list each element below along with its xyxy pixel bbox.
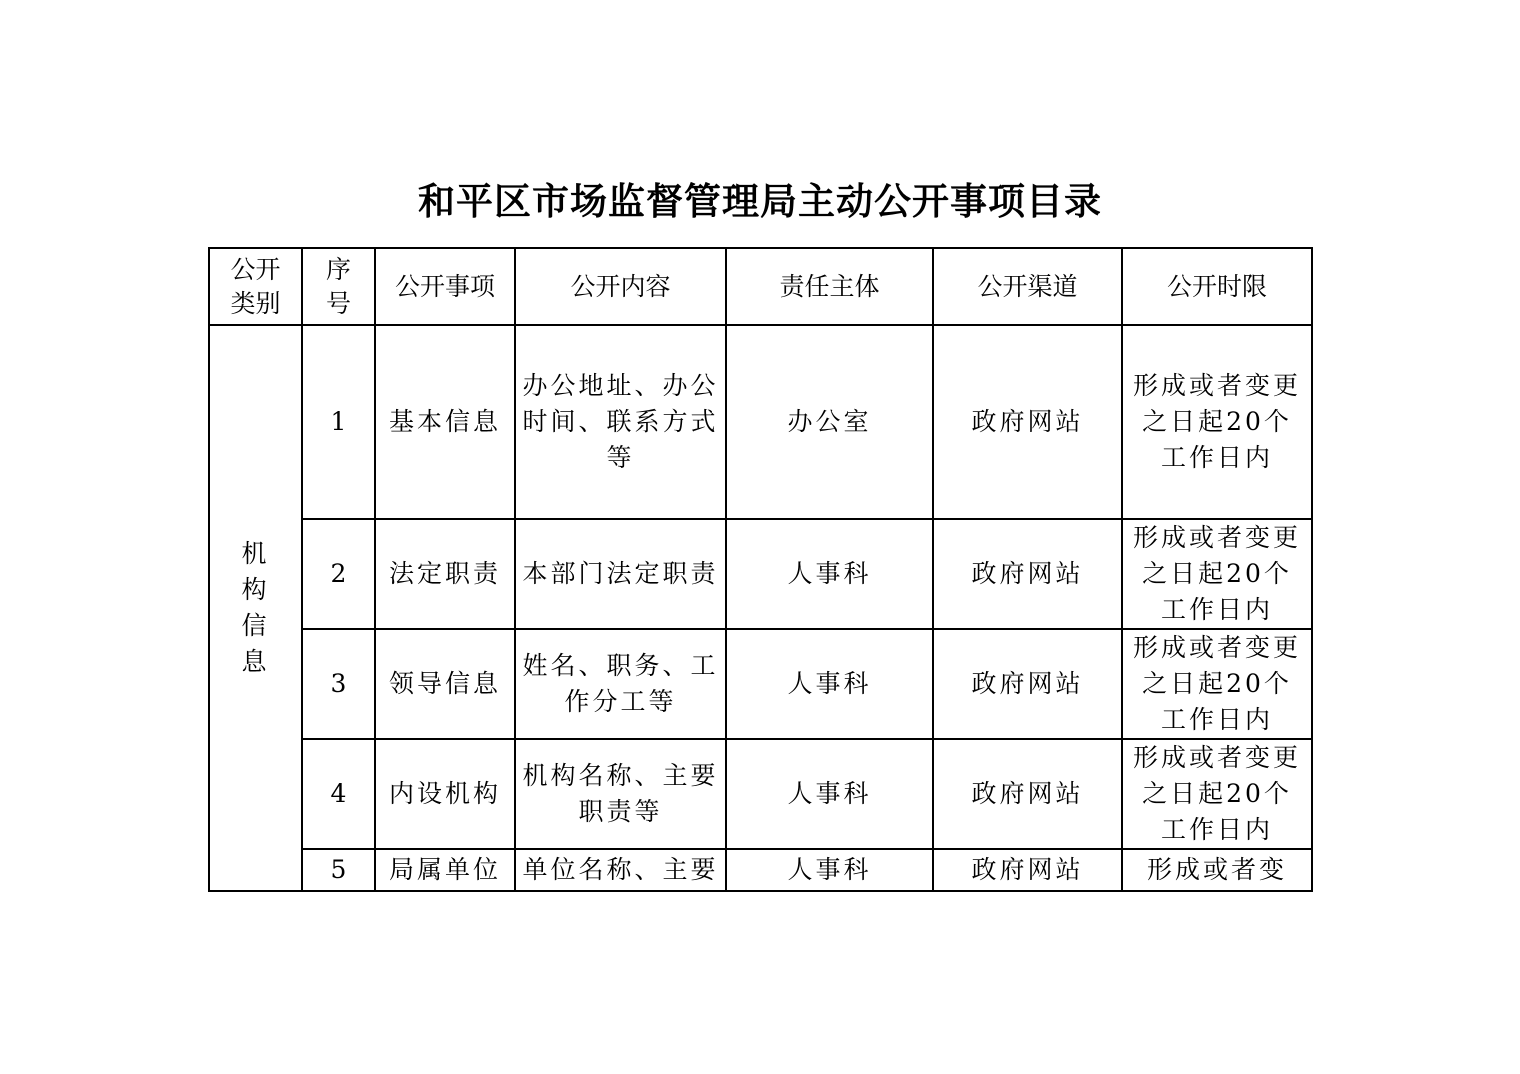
item-cell: 内设机构 [375,739,515,849]
table-row [209,849,1312,891]
seq-cell: 3 [302,629,375,739]
table-row [209,325,1312,519]
content-cell: 机构名称、主要职责等 [515,739,726,849]
deadline-cell: 形成或者变更之日起20个工作日内 [1122,629,1312,739]
channel-cell: 政府网站 [933,739,1122,849]
header-deadline: 公开时限 [1122,248,1312,325]
deadline-cell: 形成或者变更之日起20个工作日内 [1122,739,1312,849]
document-title: 和平区市场监督管理局主动公开事项目录 [418,180,1102,223]
channel-cell: 政府网站 [933,629,1122,739]
seq-cell: 4 [302,739,375,849]
table-header-row [209,248,1312,325]
item-cell: 基本信息 [375,325,515,519]
header-content: 公开内容 [515,248,726,325]
channel-cell: 政府网站 [933,519,1122,629]
table-row [209,629,1312,739]
seq-cell: 5 [302,849,375,891]
channel-cell: 政府网站 [933,849,1122,891]
deadline-cell: 形成或者变更之日起20个工作日内 [1122,325,1312,519]
header-seq: 序号 [302,248,375,325]
owner-cell: 人事科 [726,629,933,739]
table-row [209,739,1312,849]
content-cell: 单位名称、主要 [515,849,726,891]
header-category: 公开类别 [209,248,302,325]
seq-cell: 2 [302,519,375,629]
disclosure-catalog-table [208,247,1313,892]
item-cell: 法定职责 [375,519,515,629]
category-cell: 机构信息 [209,325,302,891]
owner-cell: 人事科 [726,849,933,891]
item-cell: 领导信息 [375,629,515,739]
header-owner: 责任主体 [726,248,933,325]
header-item: 公开事项 [375,248,515,325]
deadline-cell: 形成或者变 [1122,849,1312,891]
item-cell: 局属单位 [375,849,515,891]
content-cell: 本部门法定职责 [515,519,726,629]
header-channel: 公开渠道 [933,248,1122,325]
seq-cell: 1 [302,325,375,519]
owner-cell: 人事科 [726,739,933,849]
table-row [209,519,1312,629]
content-cell: 姓名、职务、工作分工等 [515,629,726,739]
channel-cell: 政府网站 [933,325,1122,519]
owner-cell: 人事科 [726,519,933,629]
owner-cell: 办公室 [726,325,933,519]
content-cell: 办公地址、办公时间、联系方式等 [515,325,726,519]
deadline-cell: 形成或者变更之日起20个工作日内 [1122,519,1312,629]
